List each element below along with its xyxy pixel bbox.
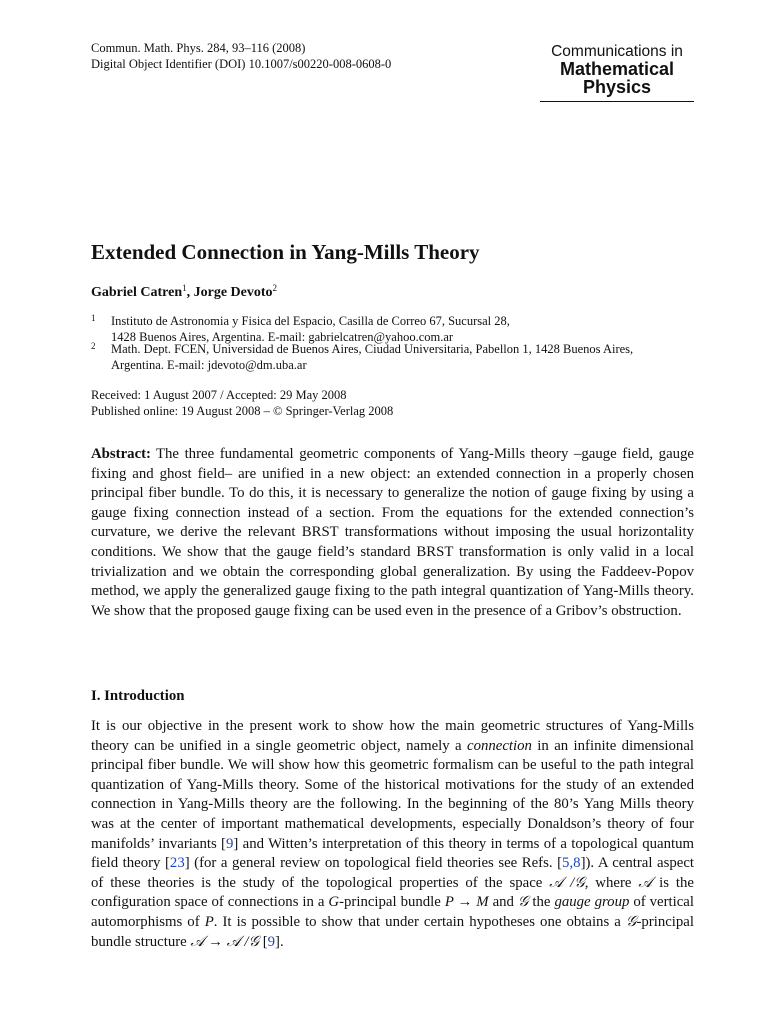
math-symbol: 𝒜 → 𝒜 /𝒢: [190, 933, 259, 950]
journal-logo: [540, 43, 694, 102]
introduction-paragraph: [91, 717, 694, 952]
author-separator: ,: [186, 285, 194, 300]
body-text: , where: [584, 874, 639, 891]
running-header: [91, 40, 491, 72]
emphasis-text: connection: [467, 737, 532, 754]
citation-link[interactable]: 23: [169, 855, 185, 872]
citation-separator: ,: [569, 855, 574, 872]
body-text: ].: [275, 933, 284, 950]
paper-title: Extended Connection in Yang-Mills Theory: [91, 240, 480, 264]
math-symbol: P → M: [444, 894, 489, 911]
body-text: -principal bundle: [339, 894, 445, 911]
abstract: [91, 445, 694, 621]
affiliation-line: Instituto de Astronomia y Fisica del Espacio, Casilla de Correo 67, Sucursal 28,: [111, 314, 510, 328]
journal-logo-line1: Communications in: [551, 43, 683, 60]
section-heading: I. Introduction: [91, 688, 185, 704]
body-text: -principal bundle structure: [91, 913, 694, 950]
affiliation-number: 1: [91, 313, 96, 323]
author-name: Gabriel Catren: [91, 285, 183, 300]
body-text: is the configuration space of connections in a: [91, 874, 694, 911]
body-text: [: [259, 933, 268, 950]
affiliation-number: 2: [91, 341, 96, 351]
body-text: of vertical automorphisms of: [91, 894, 694, 930]
citation-line: Commun. Math. Phys. 284, 93–116 (2008): [91, 41, 306, 55]
published-line: Published online: 19 August 2008 – © Springer-Verlag 2008: [91, 403, 394, 418]
author-name: Jorge Devoto: [193, 285, 273, 300]
citation-link[interactable]: 9: [225, 835, 234, 852]
author-list: [91, 285, 691, 301]
affiliation-2: [91, 342, 701, 373]
body-text: the: [528, 894, 555, 911]
body-text: and: [488, 894, 518, 911]
affiliation-line: Math. Dept. FCEN, Universidad de Buenos Aires, Ciudad Universitaria, Pabellon 1, 1428 Buenos Aires,: [111, 342, 634, 356]
math-symbol: 𝒢: [517, 894, 529, 911]
publication-dates: [91, 388, 701, 419]
math-symbol: 𝒢: [625, 913, 637, 930]
math-symbol: 𝒜: [638, 874, 653, 891]
math-symbol: P: [204, 913, 214, 930]
math-symbol: G: [328, 894, 340, 911]
citation-link[interactable]: 5: [562, 855, 570, 872]
author-affiliation-mark: 1: [182, 283, 187, 293]
affiliation-line: 1428 Buenos Aires, Argentina. E-mail: gabrielcatren@yahoo.com.ar: [111, 329, 454, 344]
emphasis-text: gauge group: [554, 894, 630, 911]
affiliation-1: [91, 314, 701, 345]
body-text: . It is possible to show that under certain hypotheses one obtains a: [213, 913, 626, 930]
citation-link[interactable]: 9: [267, 933, 276, 950]
body-text: ] and Witten’s interpretation of this theory in terms of a topological quantum field theory [: [91, 835, 694, 872]
body-text: in an infinite dimensional principal fiber bundle. We will show how this geometric formalism can be useful to the path integral quantization of Yang-Mills theory. Some of the historical motivations for the study of an extended connection in Yang-Mills theory are the following. In the beginning of the 80’s Yang Mills theory was at the center of important mathematical developments, especially Donaldson’s theory of four manifolds’ invariants [: [91, 737, 694, 852]
body-text: ]). A central aspect of these theories is the study of the topological properties of the space: [91, 855, 694, 891]
doi-line: Digital Object Identifier (DOI) 10.1007/s00220-008-0608-0: [91, 57, 392, 71]
affiliation-line: Argentina. E-mail: jdevoto@dm.uba.ar: [111, 357, 307, 372]
math-symbol: 𝒜 /𝒢: [549, 874, 585, 891]
author-affiliation-mark: 2: [272, 283, 278, 293]
journal-logo-line2: Mathematical: [559, 59, 675, 79]
body-text: ] (for a general review on topological field theories see Refs. [: [184, 855, 563, 872]
abstract-label: Abstract:: [91, 446, 151, 462]
journal-logo-rule: [540, 101, 694, 102]
citation-link[interactable]: 8: [573, 855, 581, 872]
abstract-text: The three fundamental geometric components of Yang-Mills theory –gauge field, gauge fixing and ghost field– are unified in a new object: an extended connection in a properly chosen principal fiber bundle. To do this, it is necessary to generalize the notion of gauge fixing by using a gauge fixing connection instead of a section. From the equations for the extended connection’s curvature, we derive the relevant BRST transformations without imposing the usual horizontality conditions. We show that the gauge field’s standard BRST transformation is only valid in a local trivialization and we obtain the corresponding global generalization. By using the Faddeev-Popov method, we apply the generalized gauge fixing to the path integral quantization of Yang-Mills theory. We show that the proposed gauge fixing can be used even in the presence of a Gribov’s obstruction.: [91, 446, 694, 619]
journal-logo-line3: Physics: [582, 77, 652, 97]
received-accepted-line: Received: 1 August 2007 / Accepted: 29 May 2008: [91, 388, 347, 402]
body-text: It is our objective in the present work to show how the main geometric structures of Yang-Mills theory can be unified in a single geometric object, namely a: [91, 718, 694, 754]
